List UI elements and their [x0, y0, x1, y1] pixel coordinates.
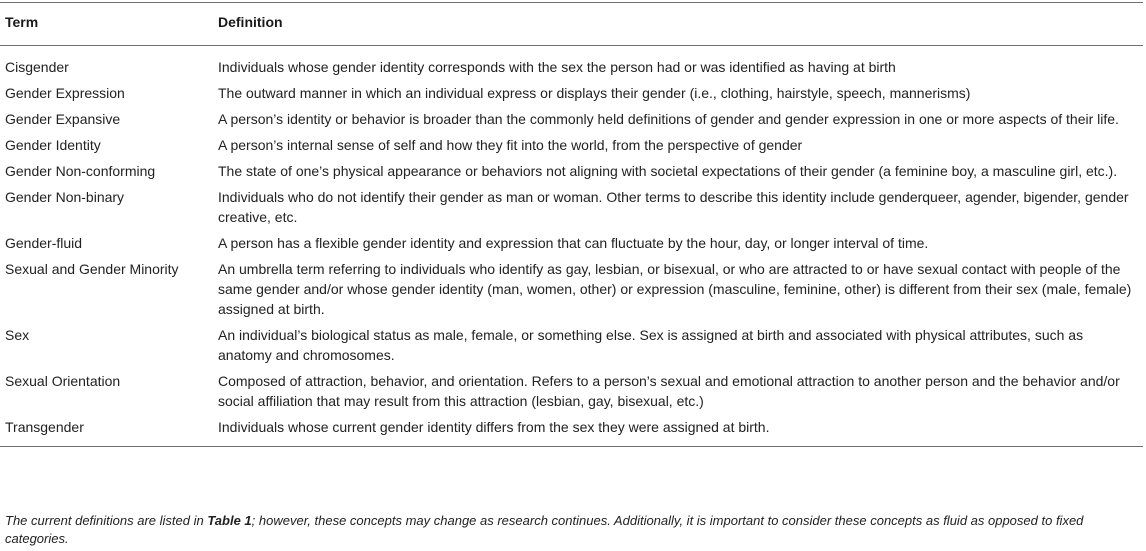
- table-row: [0, 369, 1143, 415]
- definition-cell: A person’s identity or behavior is broader than the commonly held definitions of gender and gender expression in one or more aspects of their life.: [218, 111, 1119, 127]
- table-row: [0, 231, 1143, 257]
- term-cell: Sexual and Gender Minority: [5, 261, 179, 277]
- table-footnote: [5, 512, 1143, 548]
- table-row: [0, 159, 1143, 185]
- definition-cell: A person’s internal sense of self and how they fit into the world, from the perspective of gender: [218, 137, 803, 153]
- definition-cell: Individuals whose current gender identity differs from the sex they were assigned at birth.: [218, 419, 770, 435]
- term-cell: Gender Expression: [5, 85, 125, 101]
- definition-cell: Composed of attraction, behavior, and orientation. Refers to a person’s sexual and emotional attraction to another person and the behavior and/or social affiliation that may result from this attraction (lesbian, gay, bisexual, etc.): [218, 373, 1120, 409]
- definition-column-header: Definition: [218, 14, 283, 30]
- term-cell: Sex: [5, 327, 30, 343]
- term-cell: Gender-fluid: [5, 235, 83, 251]
- table-row: [0, 323, 1143, 369]
- definition-cell: The state of one’s physical appearance or behaviors not aligning with societal expectations of their gender (a feminine boy, a masculine girl, etc.).: [218, 163, 1118, 179]
- table-row: [0, 257, 1143, 323]
- definitions-table: [0, 2, 1143, 447]
- term-cell: Gender Identity: [5, 137, 101, 153]
- term-cell: Sexual Orientation: [5, 373, 121, 389]
- table-row: [0, 81, 1143, 107]
- footnote-text-before: The current definitions are listed in: [5, 513, 208, 528]
- term-cell: Gender Expansive: [5, 111, 121, 127]
- table-body: [0, 46, 1143, 447]
- term-cell: Cisgender: [5, 59, 69, 75]
- definition-cell: An umbrella term referring to individuals who identify as gay, lesbian, or bisexual, or who are attracted to or have sexual contact with people of the same gender and/or whose gender identity (man, women, other) or expression (masculine, feminine, other) is different from their sex (male, female) assigned at birth.: [218, 261, 1132, 317]
- definition-cell: An individual’s biological status as male, female, or something else. Sex is assigned at birth and associated with physical attributes, such as anatomy and chromosomes.: [218, 327, 1084, 363]
- table-header: [0, 3, 1143, 46]
- table-row: [0, 107, 1143, 133]
- definition-cell: Individuals whose gender identity corresponds with the sex the person had or was identified as having at birth: [218, 59, 896, 75]
- definitions-table-container: [0, 2, 1143, 447]
- definition-cell: The outward manner in which an individual express or displays their gender (i.e., clothing, hairstyle, speech, mannerisms): [218, 85, 971, 101]
- table-reference-link[interactable]: Table 1: [207, 513, 252, 528]
- table-row: [0, 415, 1143, 447]
- header-row: [0, 3, 1143, 46]
- term-cell: Gender Non-conforming: [5, 163, 156, 179]
- table-row: [0, 133, 1143, 159]
- definition-cell: Individuals who do not identify their gender as man or woman. Other terms to describe this identity include genderqueer, agender, bigender, gender creative, etc.: [218, 189, 1129, 225]
- table-row: [0, 46, 1143, 82]
- footnote-text-after: ; however, these concepts may change as research continues. Additionally, it is important to consider these concepts as fluid as opposed to fixed categories.: [5, 513, 1084, 546]
- term-column-header: Term: [5, 14, 39, 30]
- term-cell: Gender Non-binary: [5, 189, 125, 205]
- table-row: [0, 185, 1143, 231]
- definition-cell: A person has a flexible gender identity and expression that can fluctuate by the hour, day, or longer interval of time.: [218, 235, 929, 251]
- term-cell: Transgender: [5, 419, 84, 435]
